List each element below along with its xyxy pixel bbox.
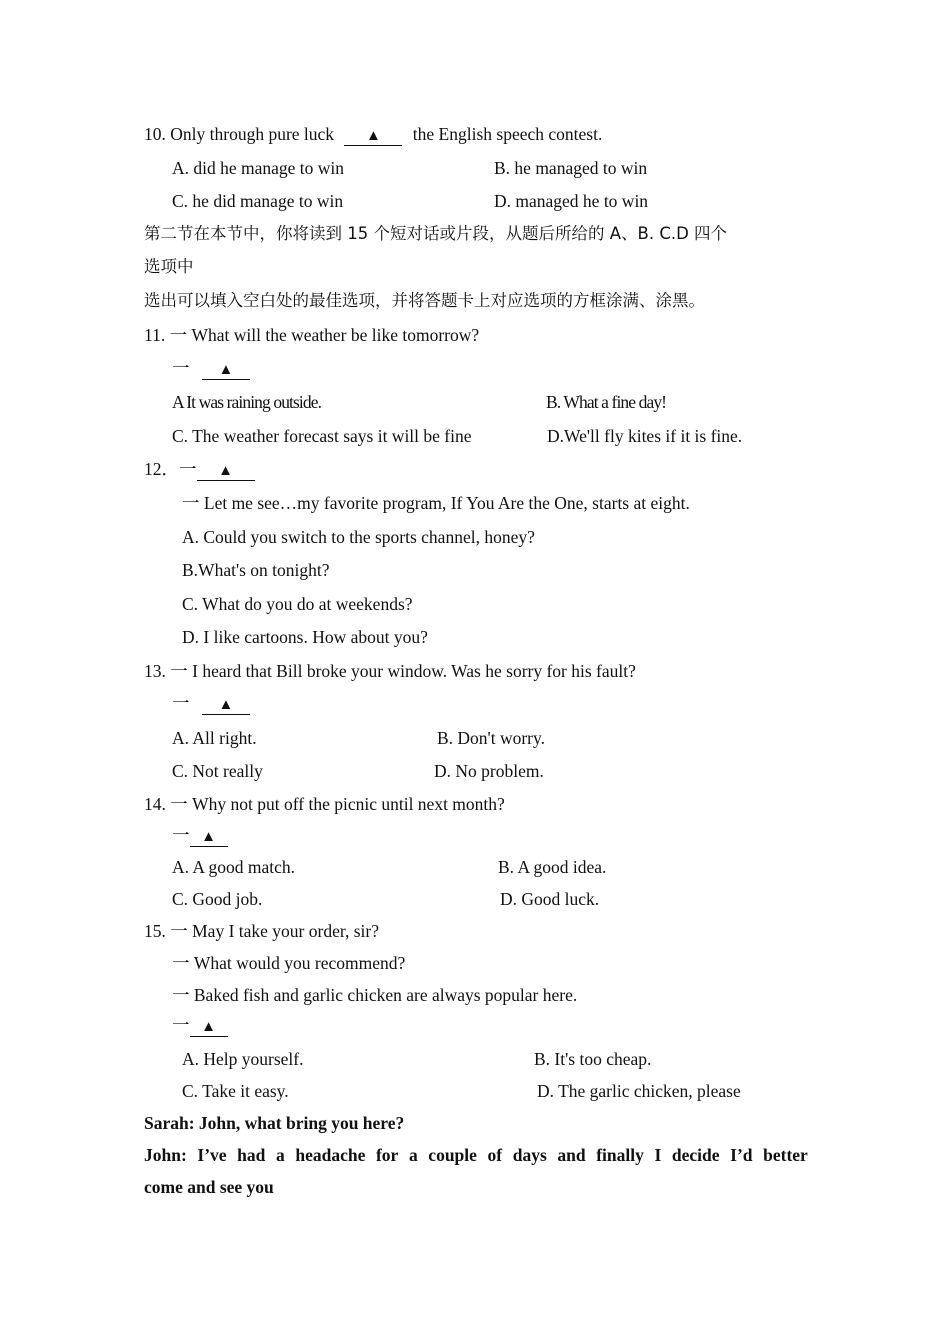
dialogue-john-line2: come and see you — [144, 1177, 274, 1197]
q13-stem: 13. 一 I heard that Bill broke your window. Was he sorry for his fault? — [144, 661, 636, 681]
dialogue-john-line1: John: I’ve had a headache for a couple of days and finally I decide I’d better — [144, 1145, 808, 1165]
q10-option-a: A. did he manage to win — [172, 158, 345, 178]
q13-option-c: C. Not really — [172, 761, 263, 781]
answer-blank: ▲ — [202, 361, 250, 380]
q12-reply: 一 Let me see…my favorite program, If You Are the One, starts at eight. — [182, 493, 690, 513]
q15-option-c: C. Take it easy. — [182, 1081, 289, 1101]
q15-option-a: A. Help yourself. — [182, 1049, 304, 1069]
q10-stem: 10. Only through pure luck ▲ the English speech contest. — [144, 124, 603, 144]
q15-line3: 一 Baked fish and garlic chicken are always popular here. — [172, 985, 578, 1005]
q14-stem: 14. 一 Why not put off the picnic until next month? — [144, 794, 505, 814]
q11-answer-line: 一 ▲ — [172, 357, 250, 380]
q15-option-d: D. The garlic chicken, please — [537, 1081, 741, 1101]
q10-option-c: C. he did manage to win — [172, 191, 344, 211]
section2-instruction-line1: 第二节在本节中，你将读到 15 个短对话或片段，从题后所给的 A、B. C.D 四个 — [144, 224, 728, 243]
answer-blank: ▲ — [197, 462, 255, 481]
q11-option-a: A It was raining outside. — [172, 392, 322, 412]
q14-option-a: A. A good match. — [172, 857, 295, 877]
q13-answer-line: 一 ▲ — [172, 692, 250, 715]
q11-option-d: D.We'll fly kites if it is fine. — [547, 426, 743, 446]
q14-option-c: C. Good job. — [172, 889, 263, 909]
q12-stem: 12．一 ▲ — [144, 458, 255, 481]
q12-option-c: C. What do you do at weekends? — [182, 594, 413, 614]
q12-option-d: D. I like cartoons. How about you? — [182, 627, 428, 647]
q14-option-d: D. Good luck. — [500, 889, 600, 909]
q15-option-b: B. It's too cheap. — [534, 1049, 652, 1069]
section2-instruction-line3: 选出可以填入空白处的最佳选项，并将答题卡上对应选项的方框涂满、涂黑。 — [144, 291, 705, 310]
q15-stem: 15. 一 May I take your order, sir? — [144, 921, 379, 941]
dialogue-sarah-line: Sarah: John, what bring you here? — [144, 1113, 405, 1133]
section2-instruction-line2: 选项中 — [144, 257, 194, 276]
q11-option-b: B. What a fine day! — [546, 392, 667, 412]
answer-blank: ▲ — [344, 127, 402, 146]
q13-option-d: D. No problem. — [434, 761, 544, 781]
q12-option-b: B.What's on tonight? — [182, 560, 330, 580]
q15-line2: 一 What would you recommend? — [172, 953, 406, 973]
q11-stem: 11. 一 What will the weather be like tomorrow? — [144, 325, 480, 345]
q11-option-c: C. The weather forecast says it will be fine — [172, 426, 472, 446]
q10-option-d: D. managed he to win — [494, 191, 649, 211]
q15-answer-line: 一 ▲ — [172, 1014, 228, 1037]
q13-option-b: B. Don't worry. — [437, 728, 545, 748]
answer-blank: ▲ — [190, 828, 228, 847]
q10-option-b: B. he managed to win — [494, 158, 648, 178]
q14-option-b: B. A good idea. — [498, 857, 607, 877]
q14-answer-line: 一 ▲ — [172, 824, 228, 847]
answer-blank: ▲ — [202, 696, 250, 715]
answer-blank: ▲ — [190, 1018, 228, 1037]
q12-option-a: A. Could you switch to the sports channel, honey? — [182, 527, 535, 547]
q13-option-a: A. All right. — [172, 728, 257, 748]
